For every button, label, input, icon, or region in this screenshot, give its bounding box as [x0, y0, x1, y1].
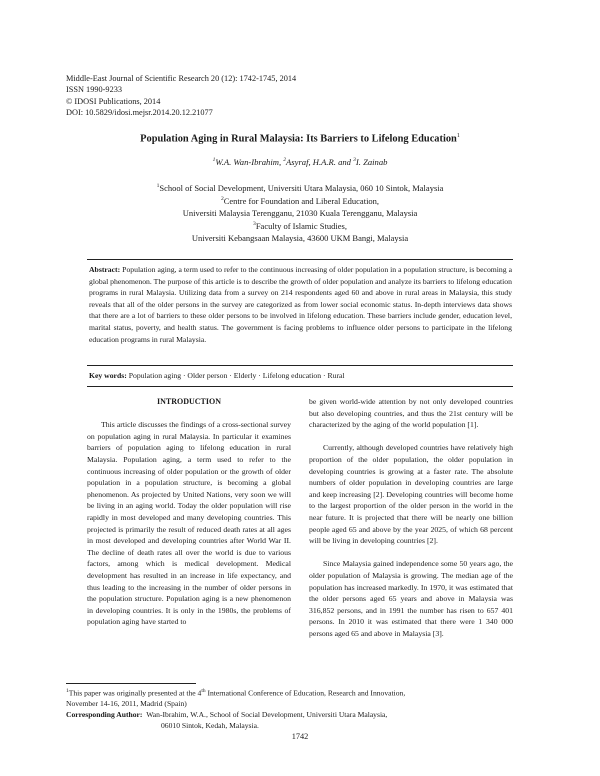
footnote-text-rest: International Conference of Education, Research and Innovation, — [207, 688, 406, 698]
paper-title-text: Population Aging in Rural Malaysia: Its Barriers to Lifelong Education — [140, 133, 457, 145]
paper-title — [40, 133, 560, 144]
footnote — [66, 686, 536, 732]
keywords-bottom-rule — [87, 386, 513, 387]
body-paragraph: Since Malaysia gained independence some 50 years ago, the older population of Malaysia is growing. The median age of the population has increased markedly. In 1970, it was estimated that the older persons aged 65 years and above in Malaysia was 316,852 persons, and in 1991 the number has risen to 657 401 persons. In 2010 it was estimated that there were 1 340 000 persons aged 65 and above in Malaysia [3]. — [309, 559, 513, 638]
affiliations — [60, 181, 540, 244]
footnote-line-2: November 14-16, 2011, Madrid (Spain) — [66, 699, 187, 709]
affiliation-sup: 2 — [220, 196, 224, 203]
affiliation-sup: 1 — [156, 183, 160, 189]
affiliation-text: School of Social Development, Universiti Utara Malaysia, 060 10 Sintok, Malaysia — [159, 182, 444, 193]
keywords-top-rule — [87, 365, 513, 366]
footnote-ordinal: th — [201, 688, 206, 694]
keywords-text: Population aging · Older person · Elderly · Lifelong education · Rural — [128, 371, 345, 380]
footnote-text: This paper was originally presented at the 4 — [68, 688, 202, 698]
body-paragraph: Currently, although developed countries have relatively high proportion of the older population, the older population in developing countries is growing at a faster rate. The absolute numbers of older population in developing countries are large and keep increasing [2]. Developing countries will become home to the largest proportion of the older person in the world in the near future. It is projected that there will be nearly one billion people aged 65 and above by the year 2025, of which 68 percent will be living in developing countries [2]. — [309, 443, 513, 546]
title-footnote-mark: 1 — [456, 133, 460, 139]
author-sup: 3 — [353, 157, 356, 164]
body-paragraph: be given world-wide attention by not only developed countries but also developing countries, and thus the 21st century will be characterized by the aging of the world population [1]. — [309, 397, 513, 430]
body-paragraph: This article discusses the findings of a cross-sectional survey on population aging in rural Malaysia. In particular it examines barriers of population aging to lifelong education in rural Malaysia. Population aging, a term used to refer to the continuous increasing of older population or the growth of older population in a population structure, is becoming a global phenomenon. As projected by United Nations, very soon we will be living in an aging world. Today the older population will rise rapidly in most developed and many developing countries. This projected is primarily the result of reduced death rates at all ages in most developed and developing countries after World War II. The decline of death rates all over the world is due to various factors, among which is medical development. Medical development has resulted in an increase in life expectancy, and thus leading to the increasing in the number of older persons in the population structure. Population aging is a new phenomenon in developing countries. It is only in the 1980s, the problems of population aging have started to — [87, 420, 291, 627]
corresponding-author — [66, 710, 536, 721]
affiliation-3 — [60, 219, 540, 232]
page-number: 1742 — [291, 732, 309, 741]
journal-info — [66, 73, 536, 119]
affiliation-sup: 3 — [253, 221, 256, 228]
abstract-top-rule — [87, 259, 513, 260]
journal-citation: Middle-East Journal of Scientific Research 20 (12): 1742-1745, 2014 — [66, 74, 297, 83]
keywords-label: Key words: — [89, 371, 127, 380]
affiliation-2 — [60, 194, 540, 207]
author-name: Asyraf, H.A.R. and — [286, 157, 354, 167]
author-name: I. Zainab — [355, 157, 388, 167]
footnote-line-1 — [66, 686, 536, 699]
affiliation-2-line-2: Universiti Malaysia Terengganu, 21030 Kuala Terengganu, Malaysia — [182, 207, 418, 218]
author-sup: 2 — [283, 157, 287, 164]
author-sup: 1 — [212, 157, 216, 164]
affiliation-1 — [60, 181, 540, 194]
footnote-rule — [66, 683, 196, 684]
journal-copyright: © IDOSI Publications, 2014 — [66, 96, 161, 106]
section-heading: INTRODUCTION — [156, 397, 221, 406]
corresponding-author-label: Corresponding Author: — [66, 710, 143, 720]
corresponding-author-address: 06010 Sintok, Kedah, Malaysia. — [161, 720, 259, 730]
abstract-label: Abstract: — [89, 265, 121, 274]
corresponding-author-text: Wan-Ibrahim, W.A., School of Social Development, Universiti Utara Malaysia, — [146, 710, 388, 720]
right-column — [309, 396, 513, 639]
affiliation-3-line-2: Universiti Kebangsaan Malaysia, 43600 UKM Bangi, Malaysia — [191, 232, 409, 243]
left-column — [87, 396, 291, 628]
author-list — [40, 157, 560, 167]
footnote-mark: 1 — [66, 688, 69, 694]
keywords — [89, 371, 519, 380]
affiliation-text: Centre for Foundation and Liberal Education, — [223, 196, 380, 207]
abstract — [89, 264, 512, 345]
affiliation-text: Faculty of Islamic Studies, — [255, 221, 347, 232]
journal-issn: ISSN 1990-9233 — [66, 85, 123, 95]
journal-doi: DOI: 10.5829/idosi.mejsr.2014.20.12.21077 — [66, 108, 213, 118]
author-name: W.A. Wan-Ibrahim, — [215, 157, 284, 167]
abstract-text: Population aging, a term used to refer to the continuous increasing of older population in a population structure, is becoming a global phenomenon. The purpose of this article is to describe the growth of older population and analyze its barriers to lifelong education programs in rural Malaysia. Utilizing data from a survey on 214 respondents aged 60 and above in rural areas in Malaysia, this study reveals that all of the older persons in the survey are categorized as from lower social economic status. In-depth interviews data shows that there are a lot of barriers to these older persons to be involved in lifelong education. These barriers include gender, education level, marital status, poverty, and health status. The government is facing problems to influence older persons to participate in the lifelong education programs in rural Malaysia. — [89, 265, 513, 344]
